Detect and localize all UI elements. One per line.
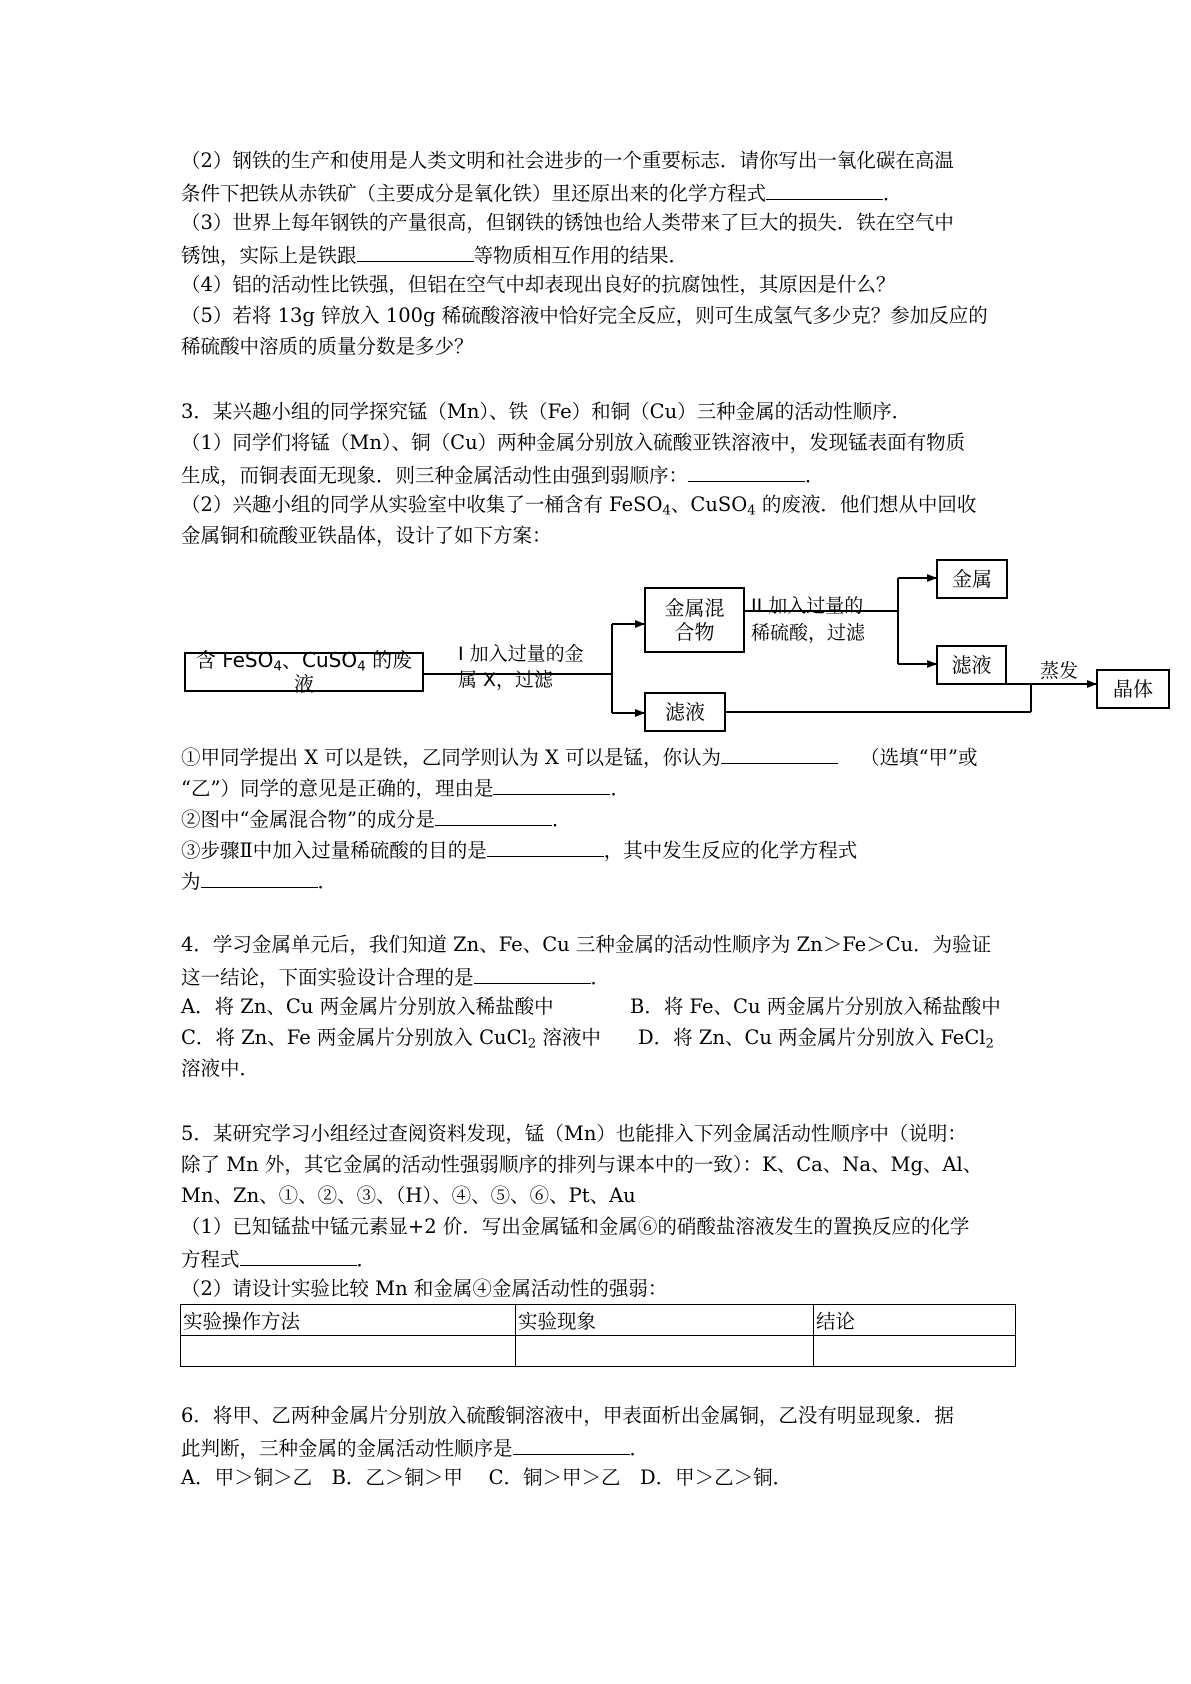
q2-part5-line2: 稀硫酸中溶质的质量分数是多少？ [181, 335, 474, 358]
q4-option-c: C．将 Zn、Fe 两金属片分别放入 CuCl$_2$ 溶液中 [181, 1026, 601, 1052]
waste-liquid-box: 含 FeSO$_4$、CuSO$_4$ 的废液 [184, 652, 424, 692]
table-header-cell: 实验操作方法 [181, 1305, 516, 1336]
flow-arrows [0, 0, 1191, 760]
table-cell-blank[interactable] [814, 1336, 1016, 1367]
q2-part3-line2: 锈蚀，实际上是铁跟 等物质相互作用的结果． [181, 244, 689, 267]
metal-mixture-box: 金属混 合物 [644, 587, 745, 653]
step2-label-line1: II 加入过量的 [751, 595, 864, 617]
answer-blank[interactable] [721, 744, 838, 764]
q3-step1-line2: “乙”）同学的意见是正确的，理由是 ． [181, 777, 630, 800]
table-header-row [181, 1305, 1016, 1336]
table-header-cell: 实验现象 [516, 1305, 814, 1336]
crystal-box: 晶体 [1096, 669, 1170, 709]
filtrate-box-bottom: 滤液 [644, 692, 726, 732]
q2-part4: （4）铝的活动性比铁强，但铝在空气中却表现出良好的抗腐蚀性，其原因是什么？ [181, 273, 896, 296]
q5-part1-line1: （1）已知锰盐中锰元素显+2 价．写出金属锰和金属⑥的硝酸盐溶液发生的置换反应的化学 [181, 1215, 970, 1238]
answer-blank[interactable] [201, 868, 318, 888]
metal-box: 金属 [936, 559, 1008, 599]
q6-title: 6．将甲、乙两种金属片分别放入硫酸铜溶液中，甲表面析出金属铜，乙没有明显现象．据 [181, 1404, 954, 1427]
q3-part2-line2: 金属铜和硫酸亚铁晶体，设计了如下方案： [181, 524, 552, 547]
q2-part5-line1: （5）若将 13g 锌放入 100g 稀硫酸溶液中恰好完全反应，则可生成氢气多少克？参加反应的 [181, 304, 988, 327]
table-row [181, 1336, 1016, 1367]
q6-options: A．甲＞铜＞乙 B．乙＞铜＞甲 C．铜＞甲＞乙 D．甲＞乙＞铜． [181, 1466, 793, 1489]
filtrate-box-top: 滤液 [936, 645, 1007, 685]
q3-part2-line1: （2）兴趣小组的同学从实验室中收集了一桶含有 FeSO$_4$、CuSO$_4$ 的废液．他们想从中回收 [181, 493, 977, 519]
step1-label-line2: 属 X，过滤 [458, 669, 554, 691]
answer-blank[interactable] [493, 775, 610, 795]
q4-option-d: D．将 Zn、Cu 两金属片分别放入 FeCl$_2$ [638, 1026, 994, 1052]
evaporate-label: 蒸发 [1040, 660, 1079, 682]
q3-step2: ②图中“金属混合物”的成分是 ． [181, 808, 572, 831]
answer-blank[interactable] [513, 1435, 630, 1455]
table-cell-blank[interactable] [516, 1336, 814, 1367]
q3-part1-line2: 生成，而铜表面无现象．则三种金属活动性由强到弱顺序： ． [181, 464, 825, 487]
q4-title: 4．学习金属单元后，我们知道 Zn、Fe、Cu 三种金属的活动性顺序为 Zn＞Fe＞Cu．为验证 [181, 933, 992, 956]
q4-option-a: A．将 Zn、Cu 两金属片分别放入稀盐酸中 [181, 995, 554, 1018]
q2-part2-line1: （2）钢铁的生产和使用是人类文明和社会进步的一个重要标志．请你写出一氧化碳在高温 [181, 149, 954, 172]
answer-blank[interactable] [435, 806, 552, 826]
q3-part1-line1: （1）同学们将锰（Mn）、铜（Cu）两种金属分别放入硫酸亚铁溶液中，发现锰表面有物质 [181, 431, 966, 454]
q5-title: 5．某研究学习小组经过查阅资料发现，锰（Mn）也能排入下列金属活动性顺序中（说明： [181, 1122, 967, 1145]
step2-label-line2: 稀硫酸，过滤 [751, 622, 866, 644]
experiment-table [180, 1304, 1016, 1367]
q5-line3: Mn、Zn、①、②、③、（H）、④、⑤、⑥、Pt、Au [181, 1184, 636, 1207]
q3-step3-line1: ③步骤Ⅱ中加入过量稀硫酸的目的是 ，其中发生反应的化学方程式 [181, 839, 858, 862]
step1-label-line1: I 加入过量的金 [458, 643, 584, 665]
q3-step1-line1: ①甲同学提出 X 可以是铁，乙同学则认为 X 可以是锰，你认为 （选填“甲”或 [181, 746, 978, 769]
q4-option-b: B．将 Fe、Cu 两金属片分别放入稀盐酸中 [630, 995, 1001, 1018]
answer-blank[interactable] [240, 1246, 357, 1266]
q5-part2: （2）请设计实验比较 Mn 和金属④金属活动性的强弱： [181, 1277, 668, 1300]
table-header-cell: 结论 [814, 1305, 1016, 1336]
q2-part2-line2: 条件下把铁从赤铁矿（主要成分是氧化铁）里还原出来的化学方程式 ． [181, 182, 903, 205]
q5-part1-line2: 方程式 ． [181, 1248, 377, 1271]
table-cell-blank[interactable] [181, 1336, 516, 1367]
q5-line2: 除了 Mn 外，其它金属的活动性强弱顺序的排列与课本中的一致）：K、Ca、Na、Mg、Al、 [181, 1153, 983, 1176]
q6-line2: 此判断，三种金属的金属活动性顺序是 ． [181, 1437, 650, 1460]
q4-line2: 这一结论，下面实验设计合理的是 ． [181, 966, 611, 989]
q3-title: 3．某兴趣小组的同学探究锰（Mn）、铁（Fe）和铜（Cu）三种金属的活动性顺序． [181, 400, 912, 423]
q3-step3-line2: 为 ． [181, 870, 338, 893]
answer-blank[interactable] [474, 964, 591, 984]
q2-part3-line1: （3）世界上每年钢铁的产量很高，但钢铁的锈蚀也给人类带来了巨大的损失．铁在空气中 [181, 211, 954, 234]
answer-blank[interactable] [487, 837, 604, 857]
q4-option-d-cont: 溶液中． [181, 1057, 260, 1080]
